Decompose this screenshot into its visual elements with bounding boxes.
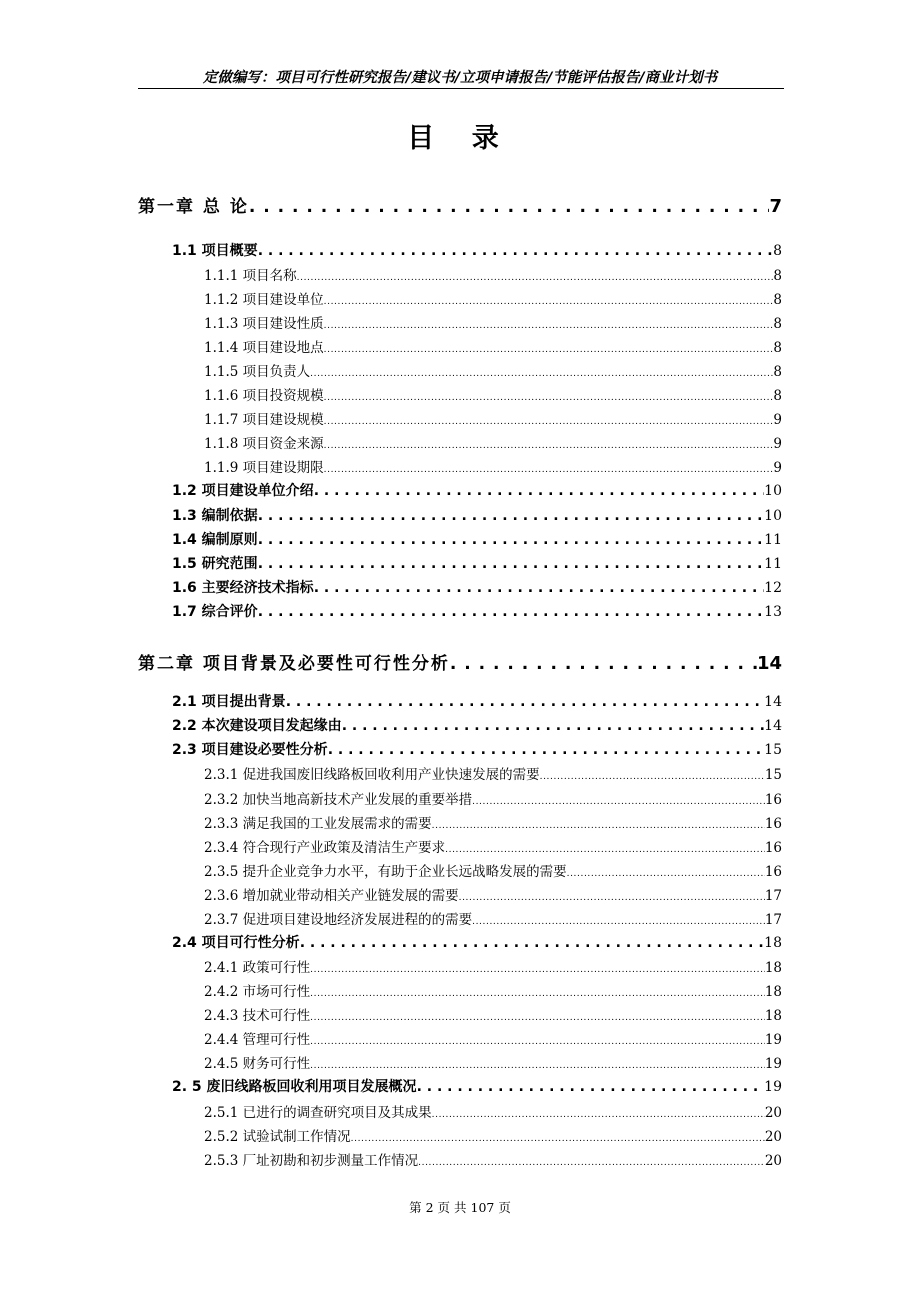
toc-dot-leader (567, 864, 765, 880)
toc-entry-label: 2.5.3 厂址初勘和初步测量工作情况 (204, 1153, 419, 1169)
toc-dot-leader (300, 935, 764, 951)
toc-entry-label: 2.5.2 试验试制工作情况 (204, 1129, 351, 1145)
toc-page-number: 9 (773, 460, 782, 476)
toc-entry-label: 1.1 项目概要 (172, 243, 258, 259)
toc-dot-leader (310, 1032, 765, 1048)
toc-page-number: 17 (764, 912, 782, 928)
toc-page-number: 14 (764, 718, 782, 734)
toc-page-number: 10 (764, 483, 782, 499)
toc-page-number: 16 (764, 816, 782, 832)
toc-page-number: 18 (764, 1008, 782, 1024)
toc-dot-leader (310, 1056, 765, 1072)
toc-entry-sub[interactable] (204, 908, 782, 927)
toc-dot-leader (258, 556, 764, 572)
toc-entry-label: 1.1.1 项目名称 (204, 268, 297, 284)
toc-dot-leader (314, 580, 764, 596)
toc-dot-leader (472, 912, 765, 928)
toc-dot-leader (314, 483, 764, 499)
toc-page-number: 19 (764, 1079, 782, 1095)
toc-entry-label: 2.3.6 增加就业带动相关产业链发展的需要 (204, 888, 459, 904)
toc-entry-sub[interactable] (204, 312, 782, 331)
toc-entry-section[interactable] (172, 601, 782, 621)
toc-entry-label: 2.3 项目建设必要性分析 (172, 742, 328, 758)
toc-entry-label: 第一章 总 论 (138, 197, 249, 217)
toc-dot-leader (324, 412, 774, 428)
toc-entry-sub[interactable] (204, 336, 782, 355)
toc-entry-sub[interactable] (204, 1149, 782, 1168)
toc-page-number: 9 (773, 436, 782, 452)
toc-dot-leader (450, 654, 757, 674)
toc-entry-label: 2.3.1 促进我国废旧线路板回收利用产业快速发展的需要 (204, 767, 540, 783)
toc-dot-leader (258, 604, 764, 620)
toc-entry-label: 2.4.1 政策可行性 (204, 960, 311, 976)
toc-page-number: 14 (764, 694, 782, 710)
toc-page-number: 10 (764, 508, 782, 524)
toc-entry-label: 1.5 研究范围 (172, 556, 258, 572)
toc-dot-leader (342, 718, 764, 734)
toc-entry-sub[interactable] (204, 788, 782, 807)
toc-dot-leader (258, 243, 773, 259)
toc-entry-sub[interactable] (204, 860, 782, 879)
toc-entry-label: 2.4.3 技术可行性 (204, 1008, 311, 1024)
toc-entry-label: 2.4.2 市场可行性 (204, 984, 311, 1000)
toc-entry-sub[interactable] (204, 432, 782, 451)
toc-dot-leader (286, 694, 764, 710)
toc-entry-section[interactable] (172, 240, 782, 260)
toc-page-number: 18 (764, 984, 782, 1000)
toc-page-number: 8 (773, 268, 782, 284)
toc-dot-leader (351, 1129, 765, 1145)
toc-page-number: 14 (756, 653, 782, 674)
toc-entry-chapter[interactable] (138, 192, 782, 216)
toc-entry-label: 1.6 主要经济技术指标 (172, 580, 314, 596)
toc-entry-section[interactable] (172, 1076, 782, 1096)
toc-entry-sub[interactable] (204, 360, 782, 379)
toc-entry-section[interactable] (172, 691, 782, 711)
toc-entry-label: 2.2 本次建设项目发起缘由 (172, 718, 342, 734)
toc-entry-sub[interactable] (204, 1101, 782, 1120)
toc-page-number: 20 (764, 1129, 782, 1145)
toc-page-number: 20 (764, 1153, 782, 1169)
toc-entry-section[interactable] (172, 505, 782, 525)
toc-entry-label: 2.3.4 符合现行产业政策及清洁生产要求 (204, 840, 446, 856)
toc-entry-section[interactable] (172, 932, 782, 952)
toc-entry-label: 1.1.8 项目资金来源 (204, 436, 324, 452)
toc-page-number: 17 (764, 888, 782, 904)
toc-entry-sub[interactable] (204, 264, 782, 283)
toc-entry-sub[interactable] (204, 884, 782, 903)
toc-page-number: 7 (769, 196, 782, 217)
toc-entry-label: 1.1.9 项目建设期限 (204, 460, 324, 476)
toc-page-number: 15 (764, 742, 782, 758)
toc-entry-label: 2.4.5 财务可行性 (204, 1056, 311, 1072)
toc-entry-label: 2. 5 废旧线路板回收利用项目发展概况 (172, 1079, 417, 1095)
toc-entry-label: 1.1.5 项目负责人 (204, 364, 311, 380)
toc-dot-leader (432, 816, 765, 832)
toc-entry-sub[interactable] (204, 956, 782, 975)
toc-page-number: 8 (773, 292, 782, 308)
toc-dot-leader (258, 532, 764, 548)
toc-dot-leader (310, 1008, 765, 1024)
toc-dot-leader (310, 984, 765, 1000)
toc-entry-sub[interactable] (204, 288, 782, 307)
toc-entry-label: 2.5.1 已进行的调查研究项目及其成果 (204, 1105, 432, 1121)
toc-page-number: 19 (764, 1056, 782, 1072)
toc-entry-label: 2.4.4 管理可行性 (204, 1032, 311, 1048)
toc-page-number: 9 (773, 412, 782, 428)
toc-entry-sub[interactable] (204, 456, 782, 475)
toc-dot-leader (540, 767, 765, 783)
toc-entry-sub[interactable] (204, 763, 782, 782)
toc-entry-sub[interactable] (204, 408, 782, 427)
toc-entry-sub[interactable] (204, 812, 782, 831)
toc-dot-leader (328, 742, 764, 758)
toc-entry-sub[interactable] (204, 1004, 782, 1023)
toc-entry-label: 1.4 编制原则 (172, 532, 258, 548)
toc-dot-leader (418, 1153, 765, 1169)
toc-page-number: 11 (764, 532, 782, 548)
toc-page-number: 8 (773, 364, 782, 380)
page-title: 目 录 (407, 123, 513, 154)
toc-entry-label: 2.3.2 加快当地高新技术产业发展的重要举措 (204, 792, 473, 808)
toc-dot-leader (417, 1079, 765, 1095)
toc-entry-sub[interactable] (204, 1125, 782, 1144)
toc-dot-leader (432, 1105, 765, 1121)
toc-entry-label: 1.1.7 项目建设规模 (204, 412, 324, 428)
toc-entry-label: 1.1.2 项目建设单位 (204, 292, 324, 308)
toc-entry-section[interactable] (172, 739, 782, 759)
toc-dot-leader (297, 268, 774, 284)
toc-dot-leader (324, 340, 774, 356)
toc-dot-leader (459, 888, 765, 904)
toc-page-number: 16 (764, 864, 782, 880)
toc-entry-label: 1.3 编制依据 (172, 508, 258, 524)
toc-entry-label: 1.1.4 项目建设地点 (204, 340, 324, 356)
toc-entry-label: 2.3.7 促进项目建设地经济发展进程的的需要 (204, 912, 473, 928)
toc-page-number: 13 (764, 604, 782, 620)
toc-entry-section[interactable] (172, 577, 782, 597)
toc-page-number: 12 (764, 580, 782, 596)
toc-entry-label: 第二章 项目背景及必要性可行性分析 (138, 654, 450, 674)
toc-entry-label: 1.7 综合评价 (172, 604, 258, 620)
toc-entry-chapter[interactable] (138, 649, 782, 673)
toc-entry-label: 2.4 项目可行性分析 (172, 935, 300, 951)
toc-entry-label: 1.1.6 项目投资规模 (204, 388, 324, 404)
toc-entry-label: 1.1.3 项目建设性质 (204, 316, 324, 332)
toc-page-number: 18 (764, 960, 782, 976)
toc-dot-leader (258, 508, 764, 524)
toc-dot-leader (310, 960, 765, 976)
page-footer: 第 2 页 共 107 页 (409, 1200, 511, 1215)
toc-dot-leader (324, 292, 774, 308)
toc-dot-leader (324, 316, 774, 332)
toc-entry-label: 1.2 项目建设单位介绍 (172, 483, 314, 499)
toc-entry-label: 2.3.5 提升企业竞争力水平，有助于企业长远战略发展的需要 (204, 864, 567, 880)
toc-page-number: 11 (764, 556, 782, 572)
toc-page-number: 8 (773, 243, 782, 259)
toc-dot-leader (445, 840, 765, 856)
toc-dot-leader (324, 388, 774, 404)
toc-entry-sub[interactable] (204, 980, 782, 999)
toc-dot-leader (324, 436, 774, 452)
toc-page-number: 18 (764, 935, 782, 951)
page-header: 定做编写：项目可行性研究报告/建议书/立项申请报告/节能评估报告/商业计划书 (202, 70, 718, 86)
toc-dot-leader (472, 792, 765, 808)
toc-page-number: 19 (764, 1032, 782, 1048)
toc-entry-sub[interactable] (204, 1028, 782, 1047)
toc-entry-label: 2.3.3 满足我国的工业发展需求的需要 (204, 816, 432, 832)
toc-entry-section[interactable] (172, 529, 782, 549)
toc-page-number: 20 (764, 1105, 782, 1121)
toc-entry-sub[interactable] (204, 384, 782, 403)
toc-entry-sub[interactable] (204, 1052, 782, 1071)
toc-page-number: 8 (773, 340, 782, 356)
toc-dot-leader (310, 364, 773, 380)
toc-page-number: 8 (773, 388, 782, 404)
toc-entry-section[interactable] (172, 553, 782, 573)
toc-dot-leader (249, 197, 770, 217)
toc-page-number: 8 (773, 316, 782, 332)
toc-dot-leader (324, 460, 774, 476)
toc-entry-section[interactable] (172, 715, 782, 735)
toc-page-number: 16 (764, 840, 782, 856)
toc-page-number: 16 (764, 792, 782, 808)
toc-entry-sub[interactable] (204, 836, 782, 855)
toc-page-number: 15 (764, 767, 782, 783)
toc-entry-section[interactable] (172, 480, 782, 500)
toc-entry-label: 2.1 项目提出背景 (172, 694, 286, 710)
